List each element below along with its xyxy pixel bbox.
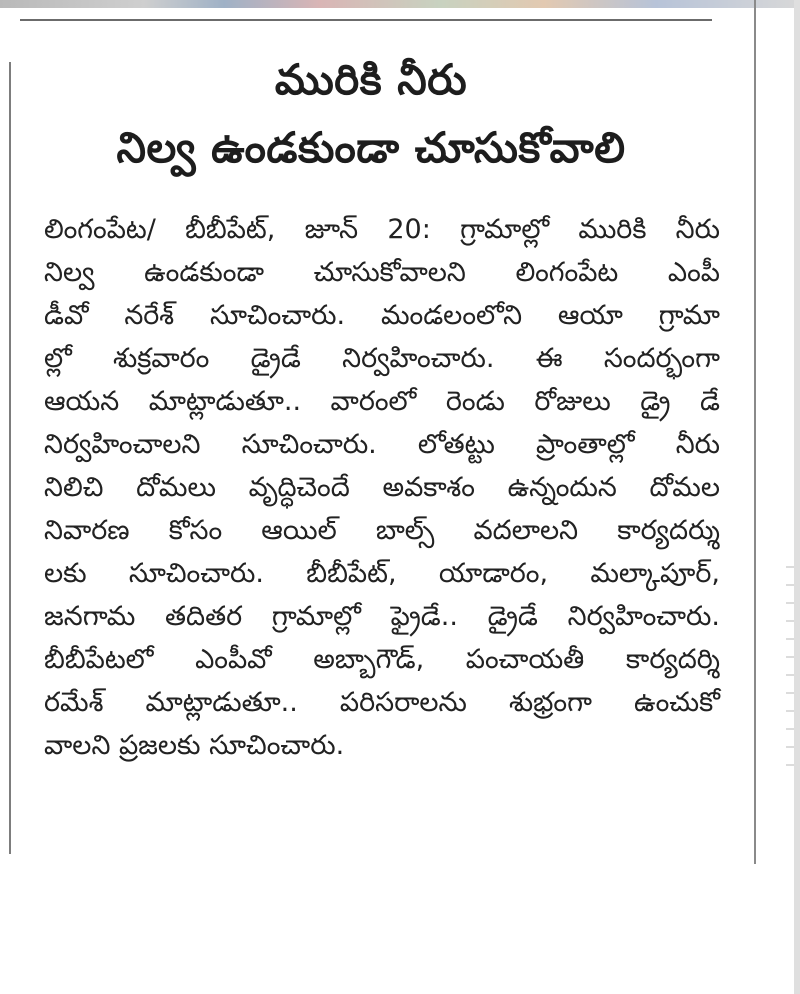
body-line: ఆయన మాట్లాడుతూ.. వారంలో రెండు రోజులు డ్రై డే (44, 386, 720, 417)
body-line: లింగంపేట/ బీబీపేట్, జూన్ 20: గ్రామాల్లో మురికి నీరు (44, 214, 720, 245)
top-color-strip (0, 0, 800, 8)
body-line: నివారణ కోసం ఆయిల్ బాల్స్ వదలాలని కార్యదర్శు (44, 515, 720, 546)
body-line: నిలిచి దోమలు వృద్ధిచెందే అవకాశం ఉన్నందున దోమల (44, 472, 720, 503)
body-line: డీవో నరేశ్ సూచించారు. మండలంలోని ఆయా గ్రామా (44, 300, 720, 331)
body-line: ల్లో శుక్రవారం డ్రైడే నిర్వహించారు. ఈ సందర్భంగా (44, 343, 720, 374)
body-line: నిర్వహించాలని సూచించారు. లోతట్టు ప్రాంతాల్లో నీరు (44, 429, 720, 460)
article-headline (26, 46, 716, 182)
adjacent-column-fragments (786, 566, 794, 766)
body-line: నిల్వ ఉండకుండా చూసుకోవాలని లింగంపేట ఎంపీ (44, 257, 720, 288)
body-line: బీబీపేటలో ఎంపీవో అబ్బాగౌడ్, పంచాయతీ కార్యదర్శి (44, 644, 720, 675)
body-line: రమేశ్ మాట్లాడుతూ.. పరిసరాలను శుభ్రంగా ఉంచుకో (44, 687, 720, 718)
left-column-divider (9, 62, 11, 854)
right-column-divider (754, 0, 756, 864)
article-body (44, 208, 720, 767)
body-line: జనగామ తదితర గ్రామాల్లో ఫ్రైడే.. డ్రైడే నిర్వహించారు. (44, 601, 720, 632)
page-right-edge (794, 0, 800, 994)
headline-line-2: నిల్వ ఉండకుండా చూసుకోవాలి (116, 123, 626, 172)
top-rule (20, 19, 712, 21)
body-line: లకు సూచించారు. బీబీపేట్, యాడారం, మల్కాపూర్, (44, 558, 720, 589)
body-line-last: వాలని ప్రజలకు సూచించారు. (44, 730, 345, 761)
headline-line-1: మురికి నీరు (274, 55, 468, 104)
